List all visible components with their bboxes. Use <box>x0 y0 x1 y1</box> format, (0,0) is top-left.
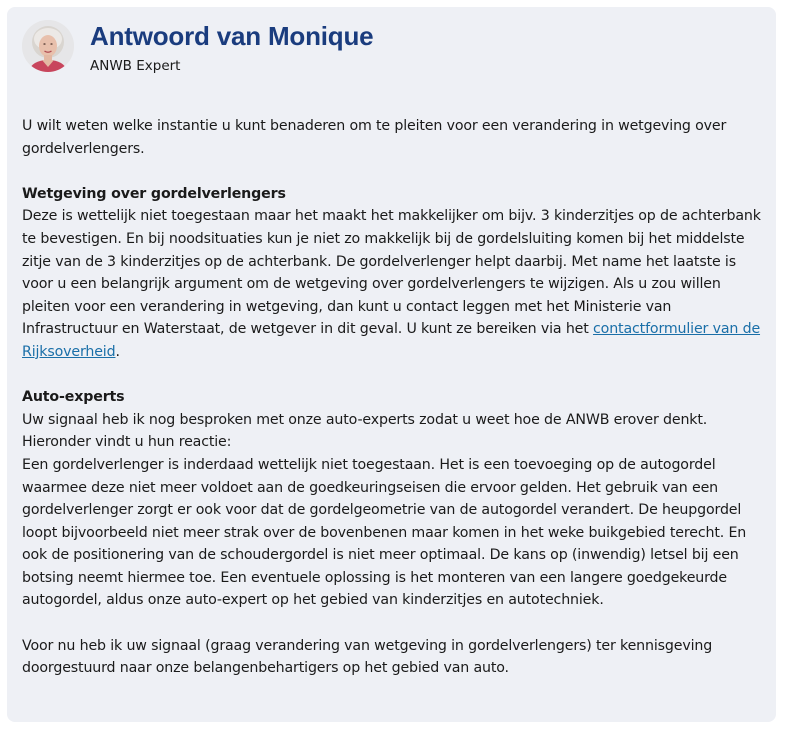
section-legislation <box>22 183 762 364</box>
section-heading-legislation: Wetgeving over gordelverlengers <box>22 185 286 202</box>
auto-experts-line-2: Hieronder vindt u hun reactie: <box>22 434 232 451</box>
page-title: Antwoord van Monique <box>90 21 374 51</box>
answer-header <box>22 20 373 75</box>
expert-answer-card <box>7 7 776 722</box>
section-heading-auto-experts: Auto-experts <box>22 389 125 406</box>
avatar <box>22 20 74 72</box>
auto-experts-line-1: Uw signaal heb ik nog besproken met onze auto-experts zodat u weet hoe de ANWB erover denkt. <box>22 411 708 428</box>
intro-paragraph: U wilt weten welke instantie u kunt benaderen om te pleiten voor een verandering in wetgeving over gordelverlengers. <box>22 118 727 157</box>
section-body-legislation-end: . <box>115 343 120 360</box>
auto-experts-body: Een gordelverlenger is inderdaad wettelijk niet toegestaan. Het is een toevoeging op de autogordel waarmee deze niet meer voldoet aan de goedkeuringseisen die ervoor gelden. Het gebruik van een gordelverlenger zorgt er ook voor dat de gordelgeometrie van de autogordel verandert. De heupgordel loopt bijvoorbeeld niet meer strak over de bovenbenen maar komen in het weke buikgebied terecht. En ook de positionering van de schoudergordel is niet meer optimaal. De kans op (inwendig) letsel bij een botsing neemt hiermee toe. Een eventuele oplossing is het monteren van een langere goedgekeurde autogordel, aldus onze auto-expert op het gebied van kinderzitjes en autotechniek. <box>22 456 747 609</box>
header-text <box>90 21 373 75</box>
person-avatar-icon <box>22 20 74 72</box>
contact-form-link[interactable]: contactformulier van de Rijksoverheid <box>22 321 761 360</box>
expert-role: ANWB Expert <box>90 58 181 74</box>
section-body-legislation: Deze is wettelijk niet toegestaan maar het maakt het makkelijker om bijv. 3 kinderzitjes op de achterbank te bevestigen. En bij noodsituaties kun je niet zo makkelijk bij de gordelsluiting komen bij het middelste zitje van de 3 kinderzitjes op de achterbank. De gordelverlenger helpt daarbij. Met name het laatste is voor u een belangrijk argument om de wetgeving over gordelverlengers te wijzigen. Als u zou willen pleiten voor een verandering in wetgeving, dan kunt u contact leggen met het Ministerie van Infrastructuur en Waterstaat, de wetgever in dit geval. U kunt ze bereiken via het <box>22 208 761 338</box>
answer-content <box>22 115 762 702</box>
closing-paragraph: Voor nu heb ik uw signaal (graag verandering van wetgeving in gordelverlengers) ter kennisgeving doorgestuurd naar onze belangenbehartigers op het gebied van auto. <box>22 637 713 677</box>
section-auto-experts <box>22 386 762 612</box>
